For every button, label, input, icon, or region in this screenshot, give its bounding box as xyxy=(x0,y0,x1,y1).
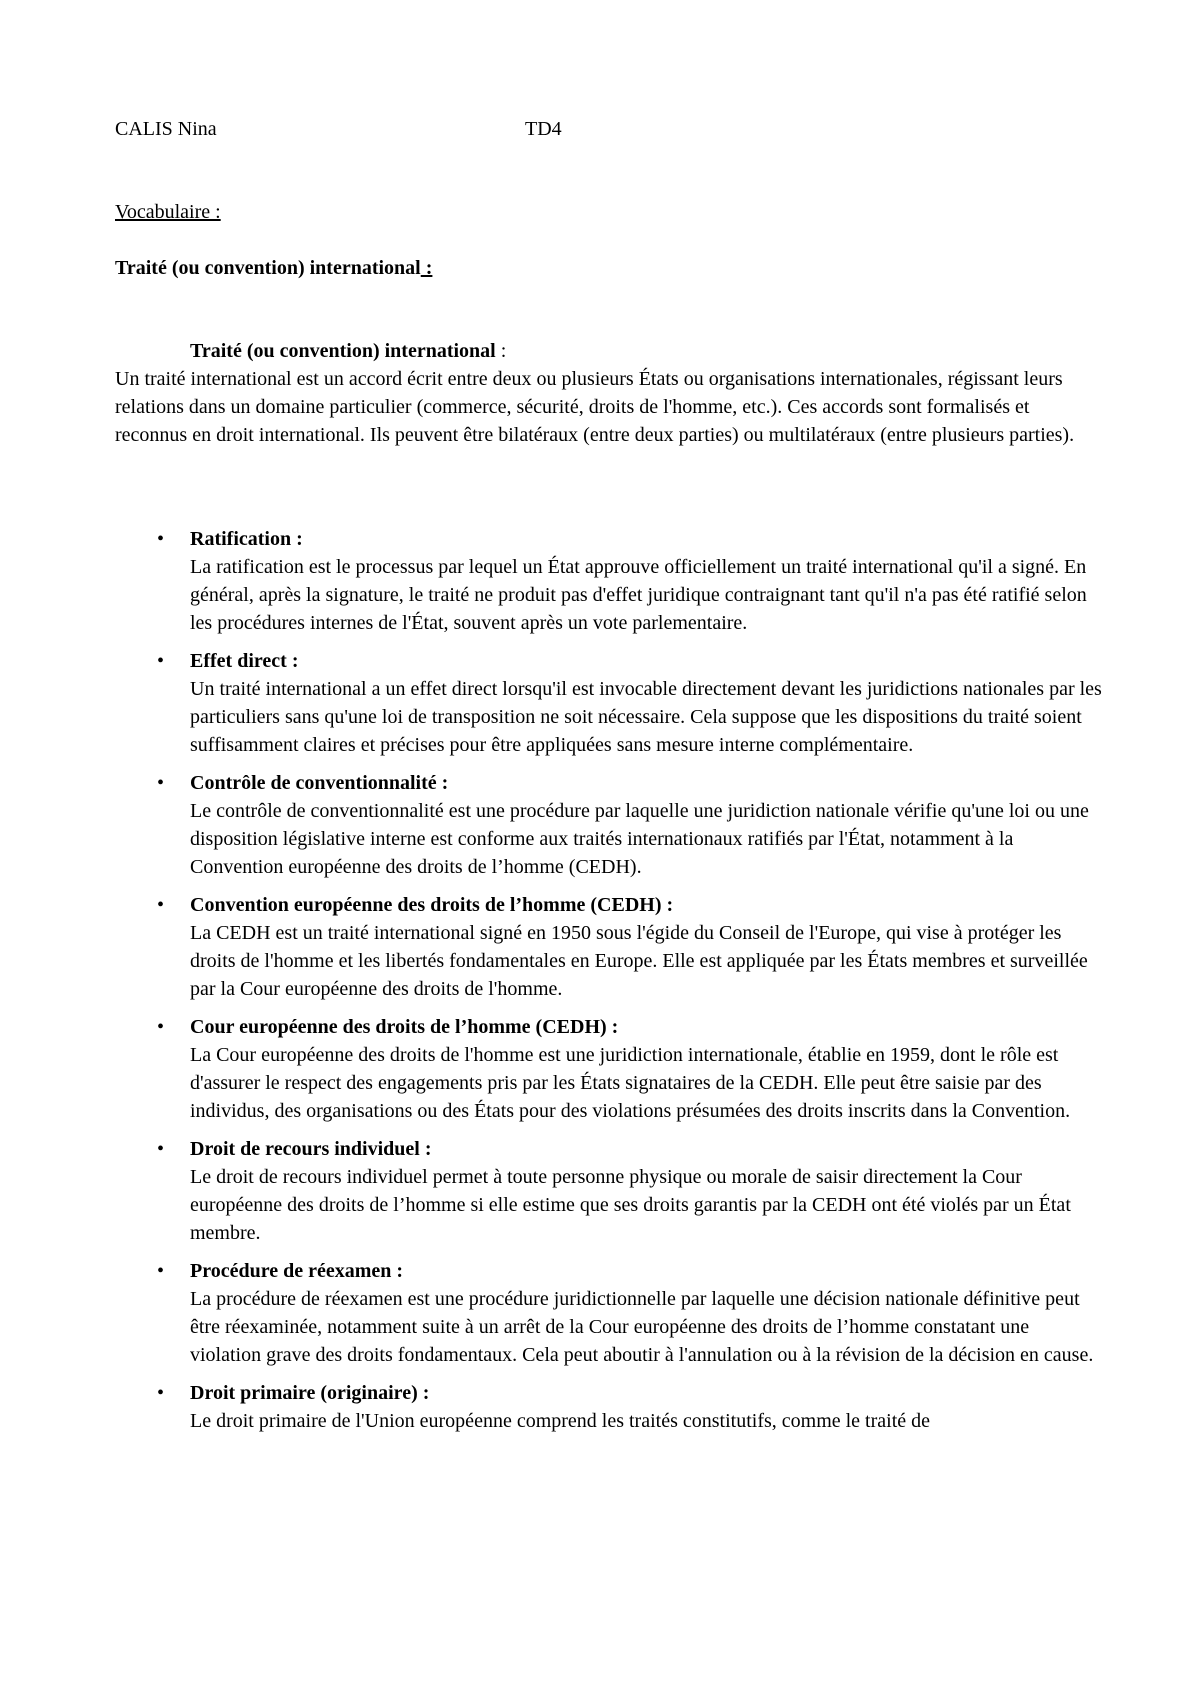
term-name: Cour européenne des droits de l’homme (CEDH) xyxy=(190,1016,607,1038)
term-item xyxy=(115,647,1105,759)
header-code: TD4 xyxy=(525,118,562,140)
term-name: Contrôle de conventionnalité xyxy=(190,772,437,794)
term-item xyxy=(115,1379,1105,1435)
bullet-icon: • xyxy=(157,1138,165,1160)
term-colon: : xyxy=(419,1138,432,1160)
term-item xyxy=(115,525,1105,637)
intro-title-text: Traité (ou convention) international xyxy=(190,340,496,362)
bullet-icon: • xyxy=(157,1260,165,1282)
terms-list xyxy=(115,525,1105,1445)
term-name: Procédure de réexamen xyxy=(190,1260,392,1282)
bullet-icon: • xyxy=(157,772,165,794)
bullet-icon: • xyxy=(157,1016,165,1038)
term-colon: : xyxy=(286,650,299,672)
term-name: Effet direct xyxy=(190,650,287,672)
term-colon: : xyxy=(436,772,449,794)
term-definition: Le contrôle de conventionnalité est une procédure par laquelle une juridiction nationale vérifie qu'une loi ou une disposition législative interne est conforme aux traités internationaux ratifiés par l'État, notamment à la Convention européenne des droits de l’homme (CEDH). xyxy=(190,800,1089,878)
intro-title xyxy=(190,337,1105,365)
vocabulary-heading: Vocabulaire : xyxy=(115,201,221,223)
term-definition: La procédure de réexamen est une procédure juridictionnelle par laquelle une décision nationale définitive peut être réexaminée, notamment suite à un arrêt de la Cour européenne des droits de l’homme constatant une violation grave des droits fondamentaux. Cela peut aboutir à l'annulation ou à la révision de la décision en cause. xyxy=(190,1288,1094,1366)
header-author: CALIS Nina xyxy=(115,118,217,140)
term-item xyxy=(115,1135,1105,1247)
term-colon: : xyxy=(661,894,674,916)
term-definition: La ratification est le processus par lequel un État approuve officiellement un traité international qu'il a signé. En général, après la signature, le traité ne produit pas d'effet juridique contraignant tant qu'il n'a pas été ratifié selon les procédures internes de l'État, souvent après un vote parlementaire. xyxy=(190,556,1087,634)
main-heading-text: Traité (ou convention) international xyxy=(115,257,421,279)
term-colon: : xyxy=(291,528,303,550)
term-item xyxy=(115,769,1105,881)
bullet-icon: • xyxy=(157,894,165,916)
term-definition: Le droit primaire de l'Union européenne comprend les traités constitutifs, comme le traité de xyxy=(190,1410,931,1432)
term-definition: La Cour européenne des droits de l'homme est une juridiction internationale, établie en 1959, dont le rôle est d'assurer le respect des engagements pris par les États signataires de la CEDH. Elle peut être saisie par des individus, des organisations ou des États pour des violations présumées des droits inscrits dans la Convention. xyxy=(190,1044,1071,1122)
term-definition: Le droit de recours individuel permet à toute personne physique ou morale de saisir directement la Cour européenne des droits de l’homme si elle estime que ses droits garantis par la CEDH ont été violés par un État membre. xyxy=(190,1166,1071,1244)
term-item xyxy=(115,1257,1105,1369)
intro-body: Un traité international est un accord écrit entre deux ou plusieurs États ou organisations internationales, régissant leurs relations dans un domaine particulier (commerce, sécurité, droits de l'homme, etc.). Ces accords sont formalisés et reconnus en droit international. Ils peuvent être bilatéraux (entre deux parties) ou multilatéraux (entre plusieurs parties). xyxy=(115,368,1075,446)
term-name: Droit primaire (originaire) xyxy=(190,1382,418,1404)
term-item xyxy=(115,1013,1105,1125)
term-name: Convention européenne des droits de l’homme (CEDH) xyxy=(190,894,662,916)
bullet-icon: • xyxy=(157,1382,165,1404)
main-heading-colon: : xyxy=(420,257,433,279)
term-name: Droit de recours individuel xyxy=(190,1138,420,1160)
term-definition: Un traité international a un effet direct lorsqu'il est invocable directement devant les juridictions nationales par les particuliers sans qu'une loi de transposition ne soit nécessaire. Cela suppose que les dispositions du traité soient suffisamment claires et précises pour être appliquées sans mesure interne complémentaire. xyxy=(190,678,1102,756)
term-name: Ratification xyxy=(190,528,292,550)
term-colon: : xyxy=(417,1382,430,1404)
main-heading xyxy=(115,254,432,282)
intro-section xyxy=(115,337,1105,449)
term-colon: : xyxy=(391,1260,404,1282)
term-definition: La CEDH est un traité international signé en 1950 sous l'égide du Conseil de l'Europe, qui vise à protéger les droits de l'homme et les libertés fondamentales en Europe. Elle est appliquée par les États membres et surveillée par la Cour européenne des droits de l'homme. xyxy=(190,922,1088,1000)
bullet-icon: • xyxy=(157,650,165,672)
bullet-icon: • xyxy=(157,528,165,550)
term-item xyxy=(115,891,1105,1003)
term-colon: : xyxy=(606,1016,619,1038)
intro-title-colon: : xyxy=(495,340,507,362)
